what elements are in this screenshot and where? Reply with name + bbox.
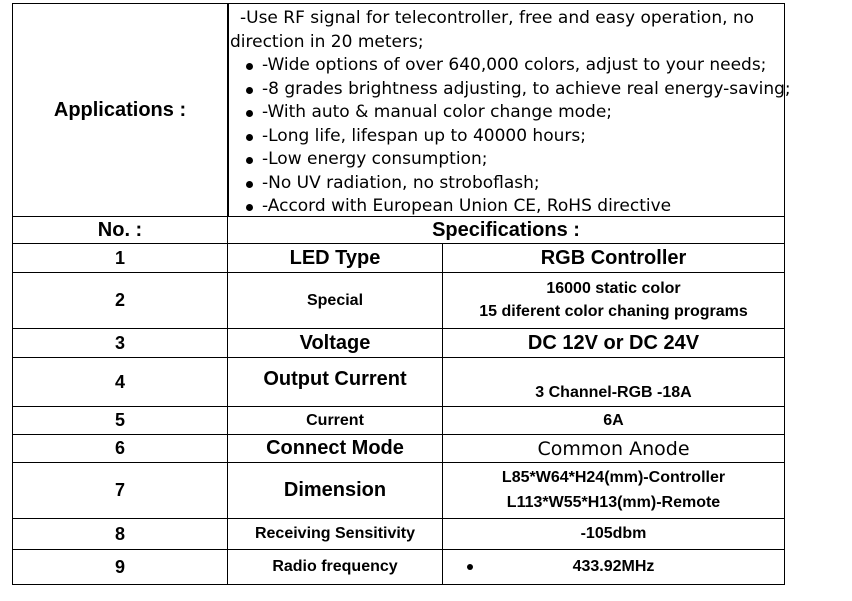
list-item: -8 grades brightness adjusting, to achieve real energy-saving; (242, 78, 791, 102)
table-row (13, 550, 784, 584)
applications-label-cell (13, 4, 228, 216)
spec-name: Radio frequency (272, 558, 398, 575)
spec-value: -105dbm (580, 525, 647, 542)
table-row (13, 519, 784, 550)
spec-value-line2: 15 diferent color chaning programs (479, 303, 748, 321)
row-number: 1 (114, 247, 125, 268)
spec-name: Receiving Sensitivity (254, 525, 416, 542)
row-number: 6 (114, 438, 125, 458)
spec-name: Current (306, 411, 364, 429)
row-number: 2 (114, 290, 125, 310)
header-specs: Specifications : (432, 218, 580, 241)
row-number: 5 (114, 410, 125, 430)
header-no: No. : (97, 218, 143, 241)
spec-value: RGB Controller (540, 246, 687, 269)
spec-name: Voltage (299, 331, 371, 354)
list-item: -Low energy consumption; (242, 148, 791, 172)
list-item: -With auto & manual color change mode; (242, 101, 791, 125)
table-row (13, 463, 784, 519)
spec-name: Connect Mode (266, 437, 404, 459)
bullet-icon (246, 157, 253, 164)
table-row (13, 435, 784, 463)
applications-intro-line1: -Use RF signal for telecontroller, free and easy operation, no (240, 8, 755, 28)
row-number: 4 (114, 371, 125, 392)
spec-table (12, 3, 791, 585)
spec-name: LED Type (289, 246, 381, 269)
bullet-icon (246, 87, 253, 94)
table-row (13, 329, 784, 358)
spec-value: 433.92MHz (572, 558, 655, 575)
list-item: -Wide options of over 640,000 colors, adjust to your needs; (242, 54, 791, 78)
header-specs-cell (228, 217, 784, 243)
row-number: 8 (114, 523, 125, 544)
list-item: -Accord with European Union CE, RoHS directive (242, 195, 791, 219)
spec-value: DC 12V or DC 24V (527, 331, 700, 354)
spec-value-line2: L113*W55*H13(mm)-Remote (506, 493, 721, 511)
bullet-icon (246, 134, 253, 141)
spec-value-line1: L85*W64*H24(mm)-Controller (501, 469, 726, 487)
bullet-icon (467, 564, 473, 570)
spec-value: 3 Channel-RGB -18A (535, 384, 692, 401)
applications-label: Applications : (53, 98, 187, 121)
table-row (13, 244, 784, 273)
applications-intro (230, 6, 782, 54)
bullet-icon (246, 204, 253, 211)
row-number: 7 (114, 480, 125, 500)
table-row (13, 358, 784, 407)
spec-value: Common Anode (537, 437, 690, 460)
spec-name: Output Current (263, 368, 407, 390)
header-no-cell (13, 217, 228, 243)
applications-bullet-list (242, 54, 791, 219)
applications-intro-line2: direction in 20 meters; (230, 32, 424, 52)
applications-text-cell (228, 4, 791, 216)
row-number: 3 (114, 332, 125, 353)
row-number: 9 (114, 556, 125, 577)
bullet-icon (246, 110, 253, 117)
spec-name: Dimension (283, 479, 387, 501)
table-row (13, 407, 784, 435)
spec-value: 6A (603, 411, 624, 429)
spec-name: Special (306, 291, 364, 309)
bullet-marker (467, 550, 473, 584)
applications-row (13, 4, 791, 217)
table-header-row (13, 217, 784, 244)
list-item: -No UV radiation, no stroboflash; (242, 172, 791, 196)
bullet-icon (246, 181, 253, 188)
bullet-icon (246, 63, 253, 70)
table-row (13, 273, 784, 329)
spec-value-line1: 16000 static color (546, 279, 681, 297)
list-item: -Long life, lifespan up to 40000 hours; (242, 125, 791, 149)
